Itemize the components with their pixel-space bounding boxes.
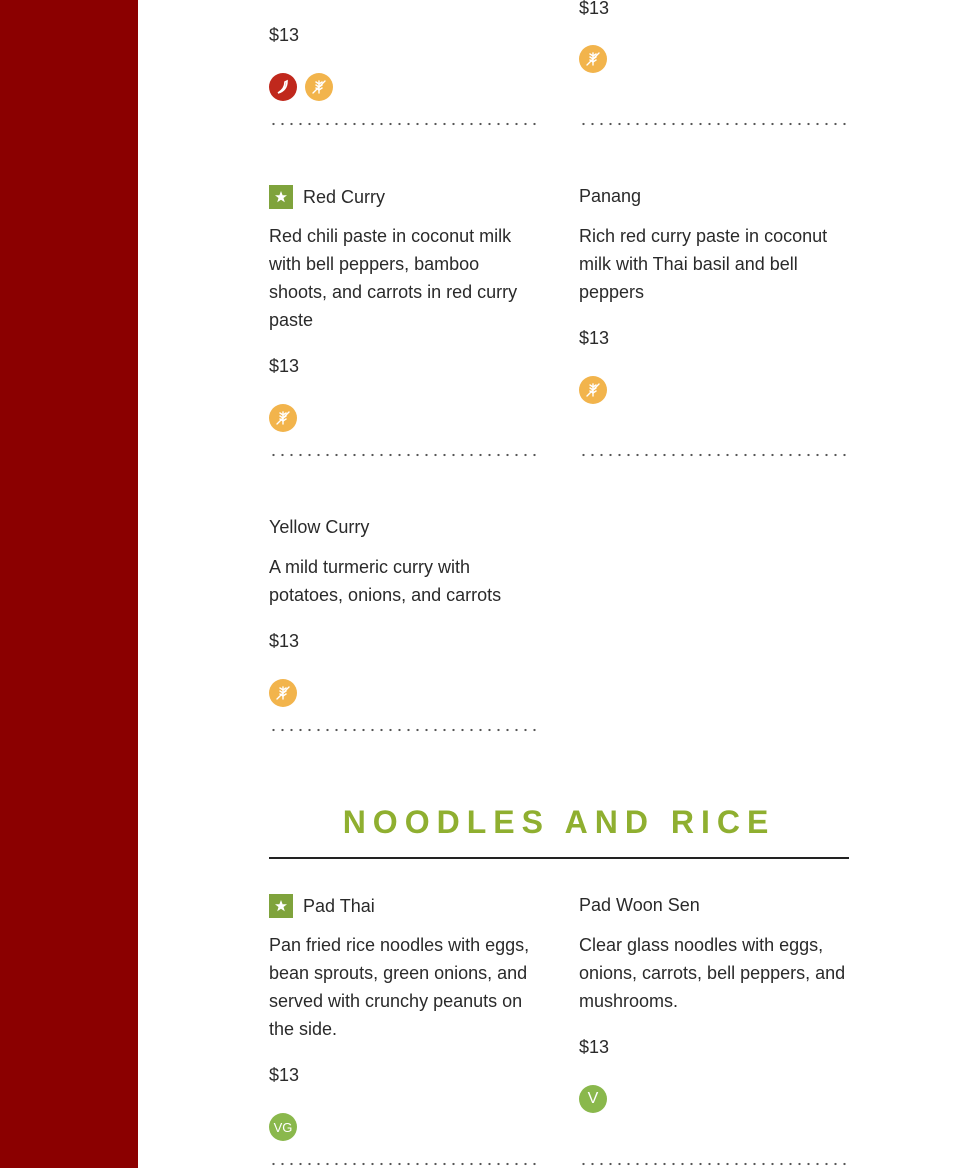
wheat-gluten-free-icon bbox=[269, 679, 297, 707]
wheat-gluten-free-icon bbox=[579, 45, 607, 73]
menu-item-description: Rich red curry paste in coconut milk with Thai basil and bell peppers bbox=[579, 226, 828, 302]
dotted-divider bbox=[269, 452, 539, 458]
menu-item-title: Pad Woon Sen bbox=[579, 895, 700, 915]
menu-item-name bbox=[269, 516, 369, 538]
wheat-gluten-free-icon bbox=[305, 73, 333, 101]
dotted-divider bbox=[579, 121, 849, 127]
dietary-icons bbox=[269, 679, 297, 707]
menu-item-description: A mild turmeric curry with potatoes, onions, and carrots bbox=[269, 557, 502, 605]
wheat-gluten-free-icon bbox=[579, 376, 607, 404]
menu-item-description: Pan fried rice noodles with eggs, bean sprouts, green onions, and served with crunchy peanuts on the side. bbox=[269, 935, 530, 1039]
dotted-divider bbox=[269, 121, 539, 127]
menu-item-name bbox=[579, 894, 700, 916]
dietary-icons bbox=[269, 404, 297, 432]
menu-item-price: $13 bbox=[269, 25, 300, 45]
menu-item-name bbox=[269, 894, 375, 918]
menu-item-title: Red Curry bbox=[303, 187, 386, 207]
menu-item-price: $13 bbox=[579, 0, 610, 18]
dietary-icons bbox=[579, 1085, 607, 1113]
featured-star-icon bbox=[269, 894, 293, 918]
vegan-icon: VG bbox=[269, 1113, 297, 1141]
dietary-icons bbox=[269, 1113, 297, 1141]
section-divider bbox=[269, 857, 849, 859]
menu-item-price: $13 bbox=[269, 1065, 300, 1085]
menu-item-price: $13 bbox=[269, 356, 300, 376]
vegetarian-icon: V bbox=[579, 1085, 607, 1113]
menu-item-price: $13 bbox=[269, 631, 300, 651]
dietary-icons bbox=[269, 73, 333, 101]
menu-item-title: Yellow Curry bbox=[269, 517, 370, 537]
chili-spicy-icon bbox=[269, 73, 297, 101]
featured-star-icon bbox=[269, 185, 293, 209]
menu-item-name bbox=[269, 185, 385, 209]
dotted-divider bbox=[269, 727, 539, 733]
menu-item-description: Red chili paste in coconut milk with bell peppers, bamboo shoots, and carrots in red curry paste bbox=[269, 226, 518, 330]
menu-item-description: Clear glass noodles with eggs, onions, carrots, bell peppers, and mushrooms. bbox=[579, 935, 846, 1011]
dotted-divider bbox=[579, 1161, 849, 1167]
wheat-gluten-free-icon bbox=[269, 404, 297, 432]
menu-item-name bbox=[579, 185, 641, 207]
dotted-divider bbox=[269, 1161, 539, 1167]
sidebar bbox=[0, 0, 138, 1168]
menu-item-price: $13 bbox=[579, 328, 610, 348]
dietary-icons bbox=[579, 45, 607, 73]
dietary-icons bbox=[579, 376, 607, 404]
dotted-divider bbox=[579, 452, 849, 458]
menu-item-title: Panang bbox=[579, 186, 642, 206]
menu-item-price: $13 bbox=[579, 1037, 610, 1057]
section-title: NOODLES AND RICE bbox=[342, 804, 776, 840]
menu-item-title: Pad Thai bbox=[303, 896, 375, 916]
